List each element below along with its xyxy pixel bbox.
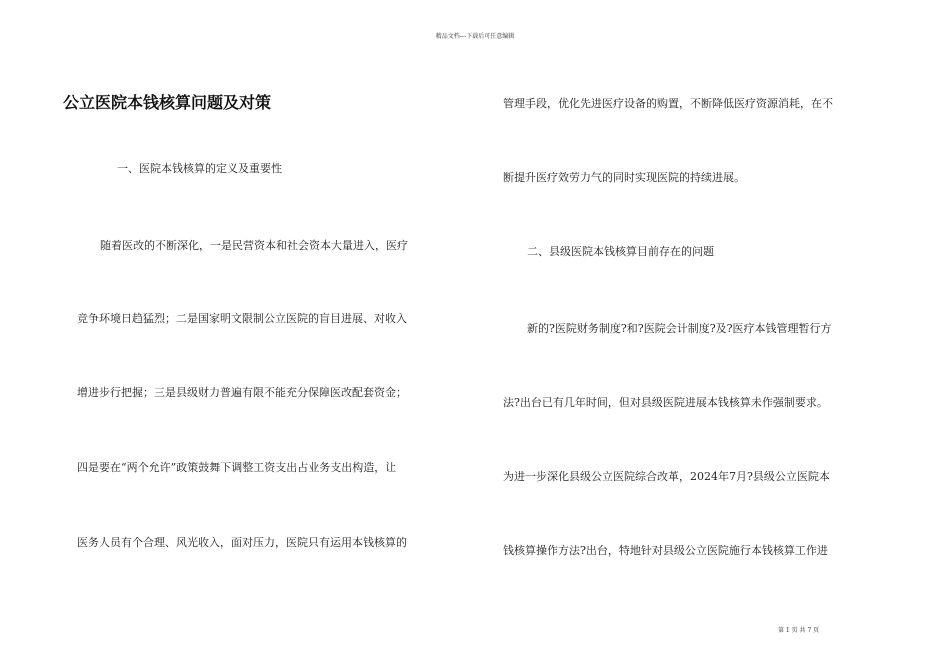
paragraph-line: 竞争环境日趋猛烈；二是国家明文限制公立医院的盲目进展、对收入 [77, 312, 407, 325]
section-heading-1: 一、医院本钱核算的定义及重要性 [117, 162, 282, 175]
paragraph-line: 管理手段，优化先进医疗设备的购置，不断降低医疗资源消耗，在不 [503, 97, 833, 110]
paragraph-line: 增进步行把握；三是县级财力普遍有限不能充分保障医改配套资金； [77, 386, 407, 399]
paragraph-line: 四是要在“两个允许”政策鼓舞下调整工资支出占业务支出构造，让 [77, 461, 397, 474]
paragraph-line: 随着医改的不断深化，一是民营资本和社会资本大量进入，医疗 [100, 239, 408, 252]
paragraph-line: 新的?医院财务制度?和?医院会计制度?及?医疗本钱管理暂行方 [527, 322, 832, 335]
header-note: 精品文档---下载后可任意编辑 [435, 33, 515, 40]
paragraph-line: 为进一步深化县级公立医院综合改革，2024年7月?县级公立医院本 [503, 470, 830, 483]
section-heading-2: 二、县级医院本钱核算目前存在的问题 [527, 245, 714, 258]
paragraph-line: 法?出台已有几年时间，但对县级医院进展本钱核算未作强制要求。 [503, 396, 828, 409]
paragraph-line: 钱核算操作方法?出台，特地针对县级公立医院施行本钱核算工作进 [503, 544, 828, 557]
document-title: 公立医院本钱核算问题及对策 [63, 93, 272, 112]
paragraph-line: 断提升医疗效劳力气的同时实现医院的持续进展。 [503, 171, 745, 184]
paragraph-line: 医务人员有个合理、风光收入，面对压力，医院只有运用本钱核算的 [77, 536, 407, 549]
page-number: 第 1 页 共 7 页 [778, 627, 820, 634]
